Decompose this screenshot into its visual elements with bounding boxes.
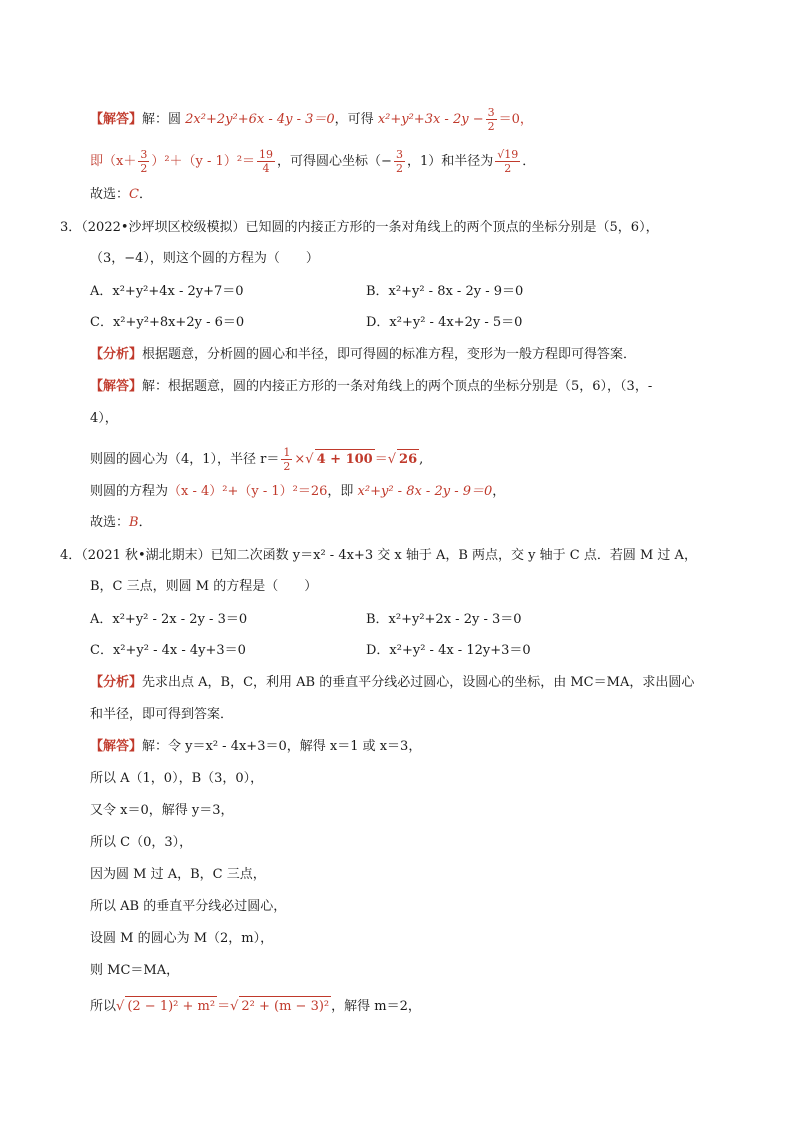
q3-option-b: B．x²+y² - 8x - 2y - 9＝0 bbox=[366, 284, 524, 299]
q4-stem-line-1: 4．（2021 秋•湖北期末）已知二次函数 y＝x² - 4x+3 交 x 轴于 A，B 两点，交 y 轴于 C 点．若圆 M 过 A， bbox=[60, 548, 697, 563]
q4-solution-line-2: 所以 A（1，0），B（3，0）， bbox=[90, 771, 264, 786]
analysis-label: 【分析】 bbox=[90, 675, 143, 690]
q2-solution-line-3: 故选：C． bbox=[90, 187, 152, 202]
radical-sign: √ bbox=[305, 452, 314, 467]
q4-analysis-line-1: 【分析】先求出点 A，B，C，利用 AB 的垂直平分线必过圆心，设圆心的坐标，由 MC＝MA，求出圆心 bbox=[90, 675, 695, 690]
solution-label: 【解答】 bbox=[90, 739, 143, 754]
radical-sign: √ bbox=[387, 452, 397, 467]
q3-analysis: 【分析】根据题意，分析圆的圆心和半径，即可得圆的标准方程，变形为一般方程即可得答案． bbox=[90, 347, 637, 362]
fraction: $\frac{3}{2}$ bbox=[487, 106, 495, 133]
q2-solution-line-2: 即（x＋ $\frac{3}{2}$ ）²＋（y - 1）²＝ $\frac{19}{4}$ ，可得圆心坐标（− $\frac{3}{2}$ ，1）和半径为 $\frac{√19}{2}$ ． bbox=[90, 148, 536, 175]
q3-option-d: D．x²+y² - 4x+2y - 5＝0 bbox=[366, 315, 523, 330]
fraction: $\frac{3}{2}$ bbox=[140, 148, 148, 175]
fraction: $\frac{19}{4}$ bbox=[259, 148, 274, 175]
fraction: $\frac{√19}{2}$ bbox=[497, 148, 519, 175]
q4-option-a: A．x²+y² - 2x - 2y - 3＝0 bbox=[90, 612, 248, 627]
q4-option-c: C．x²+y² - 4x - 4y+3＝0 bbox=[90, 643, 246, 658]
q4-solution-line-4: 所以 C（0，3）， bbox=[90, 835, 193, 850]
q2-solution-line-1: 【解答】解：圆 2x²+2y²+6x - 4y - 3＝0，可得 x²+y²+3x - 2y − $\frac{3}{2}$ ＝0， bbox=[90, 106, 533, 133]
q3-solution-line-4: 则圆的方程为（x - 4）²+（y - 1）²＝26，即 x²+y² - 8x - 2y - 9＝0， bbox=[90, 484, 506, 499]
solution-label: 【解答】 bbox=[90, 379, 143, 394]
q4-solution-line-9: 所以√ (2 − 1)² + m² ＝√ 2² + (m − 3)² ，解得 m＝2， bbox=[90, 996, 421, 1017]
q4-analysis-line-2: 和半径，即可得到答案． bbox=[90, 707, 234, 722]
q3-solution-line-3: 则圆的圆心为（4，1），半径 r＝ $\frac{1}{2}$ ×√ 4 + 100 ＝√ 26 , bbox=[90, 446, 424, 473]
q4-option-d: D．x²+y² - 4x - 12y+3＝0 bbox=[366, 643, 531, 658]
q4-solution-line-3: 又令 x＝0，解得 y＝3， bbox=[90, 803, 234, 818]
q3-solution-line-2: 4）， bbox=[90, 411, 118, 426]
q4-solution-line-1: 【解答】解：令 y＝x² - 4x+3＝0，解得 x＝1 或 x＝3， bbox=[90, 739, 422, 754]
radical-sign: √ bbox=[116, 999, 125, 1014]
q4-solution-line-7: 设圆 M 的圆心为 M（2，m）， bbox=[90, 931, 274, 946]
q4-stem-line-2: B，C 三点，则圆 M 的方程是（ ） bbox=[90, 579, 318, 594]
q3-solution-line-5: 故选：B． bbox=[90, 515, 152, 530]
q4-solution-line-6: 所以 AB 的垂直平分线必过圆心， bbox=[90, 899, 287, 914]
q3-option-c: C．x²+y²+8x+2y - 6＝0 bbox=[90, 315, 245, 330]
q3-solution-line-1: 【解答】解：根据题意，圆的内接正方形的一条对角线上的两个顶点的坐标分别是（5，6），（3，- bbox=[90, 379, 653, 394]
q4-solution-line-5: 因为圆 M 过 A，B，C 三点， bbox=[90, 867, 266, 882]
q3-stem-line-2: （3，−4），则这个圆的方程为（ ） bbox=[90, 251, 319, 266]
analysis-label: 【分析】 bbox=[90, 347, 143, 362]
q3-stem-line-1: 3．（2022•沙坪坝区校级模拟）已知圆的内接正方形的一条对角线上的两个顶点的坐标分别是（5，6）， bbox=[60, 220, 659, 235]
solution-label: 【解答】 bbox=[90, 112, 143, 127]
q4-solution-line-8: 则 MC＝MA， bbox=[90, 963, 180, 978]
fraction: $\frac{3}{2}$ bbox=[395, 148, 403, 175]
fraction: $\frac{1}{2}$ bbox=[283, 446, 291, 473]
radical-sign: √ bbox=[230, 999, 239, 1014]
q4-option-b: B．x²+y²+2x - 2y - 3＝0 bbox=[366, 612, 522, 627]
q3-option-a: A．x²+y²+4x - 2y+7＝0 bbox=[90, 284, 244, 299]
